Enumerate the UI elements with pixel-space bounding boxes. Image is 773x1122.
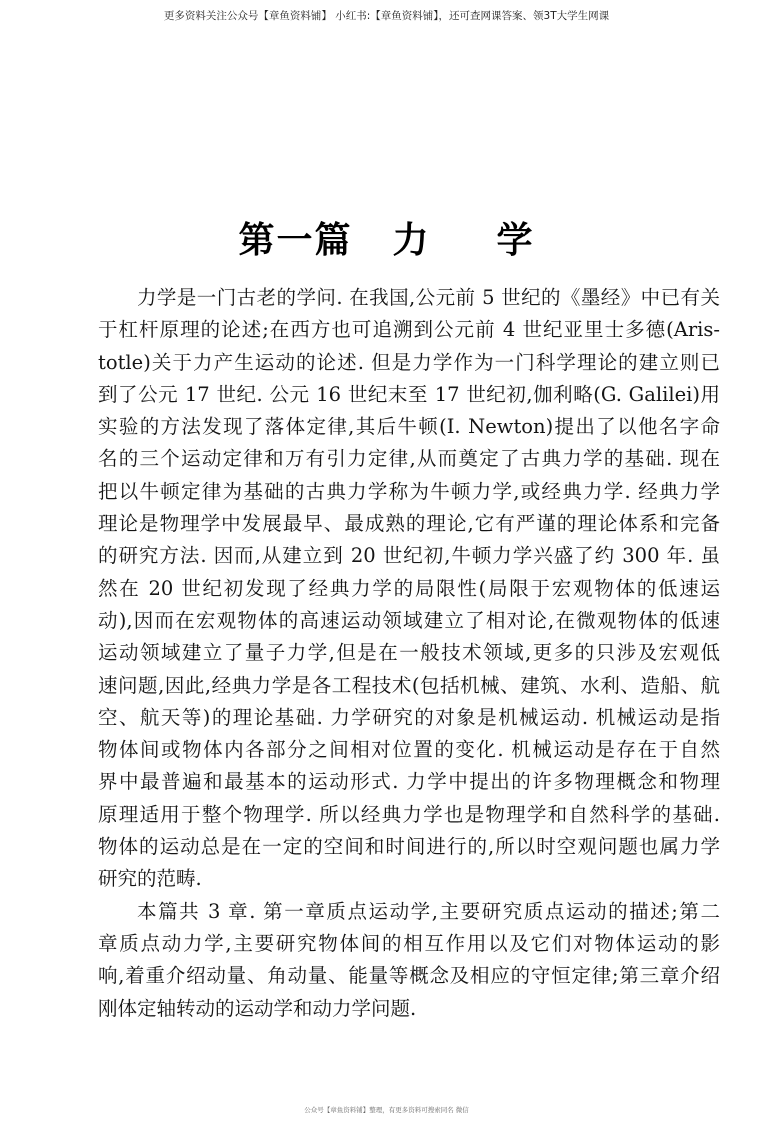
text-line: 刚体定轴转动的运动学和动力学问题.: [98, 996, 417, 1020]
page-header-notice: 更多资料关注公众号【章鱼资料铺】 小红书:【章鱼资料铺】，还可查网课答案、领3T大学生网课: [163, 10, 610, 22]
text-line: 实验的方法发现了落体定律,其后牛顿(I. Newton)提出了以他名字命: [98, 415, 720, 439]
text-line: 动),因而在宏观物体的高速运动领域建立了相对论,在微观物体的低速: [98, 608, 720, 632]
text-line: 物体间或物体内各部分之间相对位置的变化. 机械运动是存在于自然: [98, 738, 720, 762]
text-line: 章质点动力学,主要研究物体间的相互作用以及它们对物体运动的影: [98, 931, 720, 955]
text-line: 研究的范畴.: [98, 867, 202, 891]
paragraph-chapters: [98, 896, 720, 1025]
title-word-1: 力: [392, 219, 431, 261]
text-line: 的研究方法. 因而,从建立到 20 世纪初,牛顿力学兴盛了约 300 年. 虽: [98, 544, 720, 568]
text-line: 响,着重介绍动量、角动量、能量等概念及相应的守恒定律;第三章介绍: [98, 964, 720, 988]
title-word-2: 学: [496, 219, 535, 261]
page-footer-notice: 公众号【章鱼资料铺】整理，有更多资料可搜索同名 微信: [304, 1106, 469, 1114]
text-line: 原理适用于整个物理学. 所以经典力学也是物理学和自然科学的基础.: [98, 802, 720, 826]
text-line: 力学是一门古老的学问. 在我国,公元前 5 世纪的《墨经》中已有关: [137, 286, 720, 309]
paragraph-intro: [98, 282, 720, 896]
text-line: 物体的运动总是在一定的空间和时间进行的,所以时空观问题也属力学: [98, 835, 720, 859]
text-line: totle)关于力产生运动的论述. 但是力学作为一门科学理论的建立则已: [98, 350, 720, 374]
text-line: 于杠杆原理的论述;在西方也可追溯到公元前 4 世纪亚里士多德(Aris-: [98, 318, 720, 342]
text-line: 本篇共 3 章. 第一章质点运动学,主要研究质点运动的描述;第二: [137, 899, 720, 923]
text-line: 理论是物理学中发展最早、最成熟的理论,它有严谨的理论体系和完备: [98, 512, 720, 536]
text-line: 然在 20 世纪初发现了经典力学的局限性(局限于宏观物体的低速运: [98, 576, 720, 600]
title-part: 第一篇: [238, 219, 353, 261]
body-text: [98, 282, 720, 1025]
text-line: 速问题,因此,经典力学是各工程技术(包括机械、建筑、水利、造船、航: [98, 673, 720, 697]
text-line: 名的三个运动定律和万有引力定律,从而奠定了古典力学的基础. 现在: [98, 447, 720, 471]
text-line: 把以牛顿定律为基础的古典力学称为牛顿力学,或经典力学. 经典力学: [98, 479, 720, 503]
text-line: 空、航天等)的理论基础. 力学研究的对象是机械运动. 机械运动是指: [98, 705, 720, 729]
page-title: [0, 212, 773, 263]
text-line: 界中最普遍和最基本的运动形式. 力学中提出的许多物理概念和物理: [98, 770, 720, 794]
text-line: 运动领域建立了量子力学,但是在一般技术领域,更多的只涉及宏观低: [98, 641, 720, 665]
text-line: 到了公元 17 世纪. 公元 16 世纪末至 17 世纪初,伽利略(G. Galilei)用: [98, 382, 720, 406]
